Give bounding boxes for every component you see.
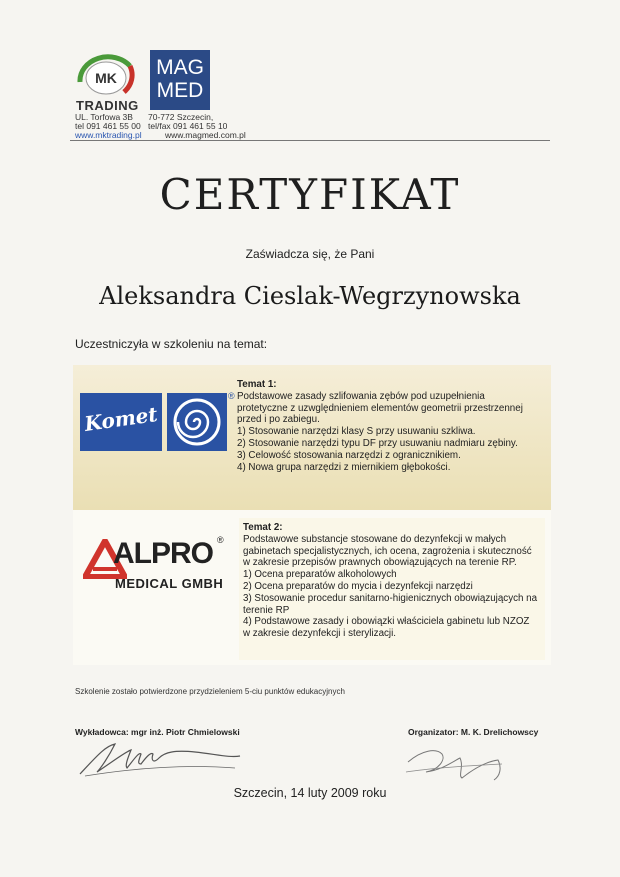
topic1-line: Podstawowe zasady szlifowania zębów pod uzupełnienia <box>237 390 485 402</box>
topic1-panel <box>233 375 551 503</box>
topic1-line: 3) Celowość stosowania narzędzi z ogranicznikiem. <box>237 449 461 461</box>
registered-mark-alpro: ® <box>217 535 224 545</box>
training-section <box>73 365 551 665</box>
phone-right: tel/fax 091 461 55 10 <box>148 121 228 131</box>
participated-text: Uczestniczyła w szkoleniu na temat: <box>75 337 268 351</box>
alpro-wordmark: ALPRO <box>113 537 213 570</box>
web-right: www.magmed.com.pl <box>165 130 246 140</box>
magmed-line1: MAG <box>156 56 204 79</box>
organizer-signature <box>402 740 512 782</box>
topic2-line: terenie RP <box>243 604 290 616</box>
alpro-logo <box>83 537 233 597</box>
topic2-line: w zakresie dezynfekcji i sterylizacji. <box>243 628 396 640</box>
topic1-title: Temat 1: <box>237 379 277 390</box>
topic2-line: 2) Ocena preparatów do mycia i dezynfekcji narzędzi <box>243 580 473 592</box>
topic2-line: Podstawowe substancje stosowane do dezynfekcji w małych <box>243 533 507 545</box>
address-right: 70-772 Szczecin, <box>148 112 214 122</box>
header-divider <box>70 140 550 141</box>
topic2-title: Temat 2: <box>243 522 283 533</box>
topic2-panel <box>239 518 545 660</box>
points-confirmation: Szkolenie zostało potwierdzone przydzieleniem 5-ciu punktów edukacyjnych <box>75 687 345 696</box>
topic2-line: 3) Stosowanie procedur sanitarno-higienicznych obowiązujących na <box>243 592 538 604</box>
topic1-line: 2) Stosowanie narzędzi typu DF przy usuwaniu nadmiaru zębiny. <box>237 437 518 449</box>
topic2-line: w zakresie przepisów prawnych obowiązujących na terenie RP. <box>243 557 517 569</box>
certify-text: Zaświadcza się, że Pani <box>245 247 375 261</box>
topic1-line: przed i po zabiegu. <box>237 414 320 426</box>
certificate-title: CERTYFIKAT <box>159 170 461 219</box>
address-left: UL. Torfowa 3B <box>75 112 133 122</box>
topic1-line: 4) Nowa grupa narzędzi z miernikiem głębokości. <box>237 461 451 473</box>
topic1-line: 1) Stosowanie narzędzi klasy S przy usuwaniu szkliwa. <box>237 426 476 438</box>
mk-trading-logo <box>72 48 142 104</box>
komet-logo <box>80 393 162 451</box>
organizer-label: Organizator: M. K. Drelichowscy <box>408 727 539 737</box>
alpro-subtitle: MEDICAL GMBH <box>115 576 224 591</box>
mk-logo-text: MK <box>95 70 117 86</box>
topic1-line: protetyczne z uzwględnieniem elementów geometrii przestrzennej <box>237 402 523 414</box>
komet-spiral-icon <box>167 393 227 451</box>
lecturer-signature <box>75 738 245 778</box>
web-left: www.mktrading.pl <box>75 130 142 140</box>
lecturer-label: Wykładowca: mgr inż. Piotr Chmielowski <box>75 727 240 737</box>
registered-mark-komet: ® <box>228 391 235 401</box>
place-and-date: Szczecin, 14 luty 2009 roku <box>233 786 387 800</box>
topic2-line: 4) Podstawowe zasady i obowiązki właściciela gabinetu lub NZOZ <box>243 616 530 628</box>
magmed-logo <box>150 50 210 110</box>
phone-left: tel 091 461 55 00 <box>75 121 141 131</box>
komet-logo-text: Komet <box>82 402 160 436</box>
topic2-line: gabinetach specjalistycznych, ich ocena, zagrożenia i skuteczność <box>243 545 532 557</box>
recipient-name: Aleksandra Cieslak-Wegrzynowska <box>99 282 521 310</box>
magmed-line2: MED <box>156 79 204 102</box>
topic2-line: 1) Ocena preparatów alkoholowych <box>243 569 397 581</box>
mk-brand-name: TRADING <box>76 98 139 113</box>
